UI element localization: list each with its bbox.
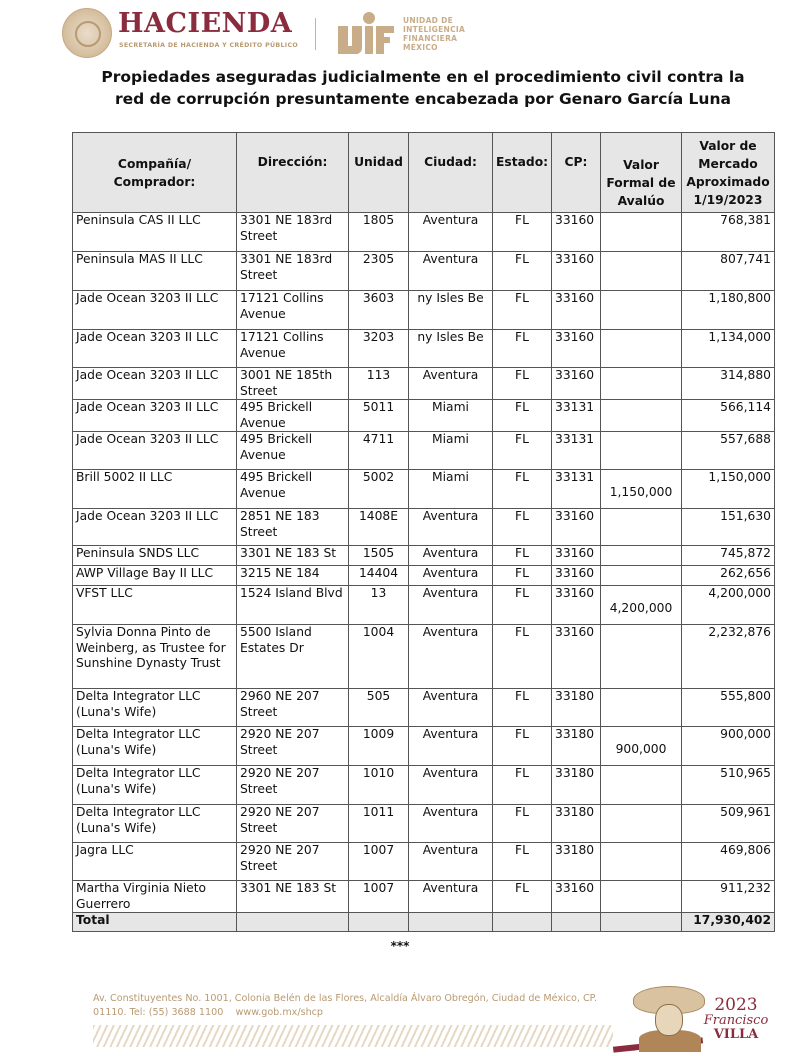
cell-formal-value	[601, 291, 682, 330]
table-row	[73, 213, 775, 252]
cell-state: FL	[493, 843, 552, 881]
properties-table	[72, 132, 775, 932]
total-empty-cell	[349, 913, 409, 932]
total-label: Total	[73, 913, 237, 932]
cell-state: FL	[493, 805, 552, 843]
cell-address: 3001 NE 185th Street	[237, 368, 349, 400]
cell-market-value: 1,150,000	[682, 470, 775, 509]
cell-unit: 505	[349, 689, 409, 727]
cell-address: 2920 NE 207 Street	[237, 805, 349, 843]
cell-formal-value	[601, 766, 682, 805]
cell-address: 3215 NE 184	[237, 566, 349, 586]
cell-company: Martha Virginia Nieto Guerrero	[73, 881, 237, 913]
cell-city: ny Isles Be	[409, 291, 493, 330]
org-subtitle: SECRETARÍA DE HACIENDA Y CRÉDITO PÚBLICO	[119, 42, 299, 49]
table-row	[73, 727, 775, 766]
total-empty-cell	[493, 913, 552, 932]
cell-cp: 33160	[552, 252, 601, 291]
cell-company: Peninsula CAS II LLC	[73, 213, 237, 252]
cell-address: 5500 Island Estates Dr	[237, 625, 349, 689]
cell-state: FL	[493, 368, 552, 400]
cell-address: 3301 NE 183 St	[237, 546, 349, 566]
cell-formal-value	[601, 509, 682, 546]
cell-unit: 13	[349, 586, 409, 625]
cell-cp: 33160	[552, 330, 601, 368]
cell-state: FL	[493, 586, 552, 625]
cell-address: 3301 NE 183 St	[237, 881, 349, 913]
table-row	[73, 586, 775, 625]
cell-formal-value	[601, 881, 682, 913]
cell-unit: 3203	[349, 330, 409, 368]
cell-market-value: 911,232	[682, 881, 775, 913]
cell-unit: 1011	[349, 805, 409, 843]
cell-unit: 5011	[349, 400, 409, 432]
cell-cp: 33180	[552, 689, 601, 727]
cell-formal-value	[601, 432, 682, 470]
cell-formal-value	[601, 400, 682, 432]
cell-address: 3301 NE 183rd Street	[237, 252, 349, 291]
cell-state: FL	[493, 689, 552, 727]
cell-company: AWP Village Bay II LLC	[73, 566, 237, 586]
total-empty-cell	[409, 913, 493, 932]
cell-market-value: 900,000	[682, 727, 775, 766]
cell-cp: 33160	[552, 213, 601, 252]
cell-address: 2960 NE 207 Street	[237, 689, 349, 727]
cell-unit: 1004	[349, 625, 409, 689]
cell-city: ny Isles Be	[409, 330, 493, 368]
cell-address: 2851 NE 183 Street	[237, 509, 349, 546]
cell-market-value: 314,880	[682, 368, 775, 400]
table-row	[73, 291, 775, 330]
cell-city: Aventura	[409, 689, 493, 727]
cell-market-value: 807,741	[682, 252, 775, 291]
table-row	[73, 843, 775, 881]
cell-market-value: 745,872	[682, 546, 775, 566]
table-row	[73, 766, 775, 805]
cell-state: FL	[493, 291, 552, 330]
cell-state: FL	[493, 252, 552, 291]
cell-company: Jade Ocean 3203 II LLC	[73, 330, 237, 368]
table-row	[73, 689, 775, 727]
cell-company: Peninsula SNDS LLC	[73, 546, 237, 566]
table-row	[73, 400, 775, 432]
cell-unit: 1007	[349, 843, 409, 881]
table-row	[73, 881, 775, 913]
cell-market-value: 1,134,000	[682, 330, 775, 368]
cell-address: 495 Brickell Avenue	[237, 432, 349, 470]
cell-company: Jade Ocean 3203 II LLC	[73, 400, 237, 432]
column-header-market-value: Valor de Mercado Aproximado 1/19/2023	[682, 133, 775, 213]
cell-formal-value: 4,200,000	[601, 586, 682, 625]
coat-of-arms-seal-icon	[62, 8, 112, 58]
cell-city: Aventura	[409, 727, 493, 766]
cell-unit: 113	[349, 368, 409, 400]
document-title: Propiedades aseguradas judicialmente en el procedimiento civil contra la red de corrupción presuntamente encabezada por Genaro García Luna	[101, 68, 745, 108]
cell-cp: 33160	[552, 566, 601, 586]
cell-market-value: 2,232,876	[682, 625, 775, 689]
cell-cp: 33160	[552, 509, 601, 546]
table-row	[73, 330, 775, 368]
cell-unit: 3603	[349, 291, 409, 330]
cell-unit: 5002	[349, 470, 409, 509]
cell-company: Brill 5002 II LLC	[73, 470, 237, 509]
cell-formal-value	[601, 330, 682, 368]
cell-company: Jagra LLC	[73, 843, 237, 881]
cell-company: Jade Ocean 3203 II LLC	[73, 368, 237, 400]
cell-formal-value	[601, 689, 682, 727]
cell-state: FL	[493, 546, 552, 566]
cell-cp: 33160	[552, 368, 601, 400]
cell-address: 2920 NE 207 Street	[237, 727, 349, 766]
cell-company: Jade Ocean 3203 II LLC	[73, 509, 237, 546]
cell-state: FL	[493, 625, 552, 689]
cell-formal-value	[601, 252, 682, 291]
cell-market-value: 151,630	[682, 509, 775, 546]
cell-city: Miami	[409, 470, 493, 509]
cell-address: 17121 Collins Avenue	[237, 291, 349, 330]
cell-company: Delta Integrator LLC (Luna's Wife)	[73, 766, 237, 805]
cell-formal-value	[601, 805, 682, 843]
cell-city: Aventura	[409, 252, 493, 291]
cell-formal-value: 1,150,000	[601, 470, 682, 509]
column-header-cp: CP:	[552, 133, 601, 213]
cell-formal-value	[601, 625, 682, 689]
cell-company: VFST LLC	[73, 586, 237, 625]
section-separator: ***	[390, 939, 410, 953]
cell-city: Aventura	[409, 368, 493, 400]
cell-state: FL	[493, 727, 552, 766]
cell-address: 1524 Island Blvd	[237, 586, 349, 625]
footer-address: Av. Constituyentes No. 1001, Colonia Belén de las Flores, Alcaldía Álvaro Obregón, Ciudad de México, CP. 01110. Tel: (55) 3688 1100 www.gob.mx/shcp	[93, 993, 598, 1018]
cell-address: 2920 NE 207 Street	[237, 843, 349, 881]
cell-city: Aventura	[409, 805, 493, 843]
cell-market-value: 768,381	[682, 213, 775, 252]
cell-cp: 33131	[552, 470, 601, 509]
total-empty-cell	[601, 913, 682, 932]
cell-city: Miami	[409, 400, 493, 432]
cell-unit: 14404	[349, 566, 409, 586]
footer-decorative-band	[93, 1025, 613, 1047]
column-header-company: Compañía/ Comprador:	[73, 133, 237, 213]
total-empty-cell	[237, 913, 349, 932]
table-row	[73, 566, 775, 586]
cell-unit: 1805	[349, 213, 409, 252]
cell-address: 495 Brickell Avenue	[237, 470, 349, 509]
table-row	[73, 625, 775, 689]
cell-company: Jade Ocean 3203 II LLC	[73, 291, 237, 330]
cell-formal-value	[601, 546, 682, 566]
cell-market-value: 509,961	[682, 805, 775, 843]
column-header-formal-value: Valor Formal de Avalúo	[601, 133, 682, 213]
cell-state: FL	[493, 566, 552, 586]
cell-company: Delta Integrator LLC (Luna's Wife)	[73, 727, 237, 766]
column-header-address: Dirección:	[237, 133, 349, 213]
cell-market-value: 555,800	[682, 689, 775, 727]
cell-company: Delta Integrator LLC (Luna's Wife)	[73, 689, 237, 727]
cell-cp: 33160	[552, 625, 601, 689]
year-badge: 2023 Francisco VILLA	[703, 995, 769, 1042]
cell-cp: 33180	[552, 805, 601, 843]
column-header-unit: Unidad	[349, 133, 409, 213]
cell-city: Aventura	[409, 546, 493, 566]
table-header-row	[73, 133, 775, 213]
cell-city: Aventura	[409, 625, 493, 689]
cell-cp: 33160	[552, 546, 601, 566]
cell-formal-value	[601, 368, 682, 400]
total-market-value: 17,930,402	[682, 913, 775, 932]
cell-unit: 1408E	[349, 509, 409, 546]
column-header-state: Estado:	[493, 133, 552, 213]
cell-cp: 33160	[552, 291, 601, 330]
cell-cp: 33160	[552, 586, 601, 625]
table-row	[73, 470, 775, 509]
table-row	[73, 368, 775, 400]
table-row	[73, 805, 775, 843]
cell-formal-value	[601, 843, 682, 881]
table-row	[73, 252, 775, 291]
francisco-villa-portrait-icon	[633, 986, 703, 1052]
table-total-row	[73, 913, 775, 932]
table-row	[73, 546, 775, 566]
cell-market-value: 262,656	[682, 566, 775, 586]
cell-cp: 33180	[552, 727, 601, 766]
cell-city: Aventura	[409, 213, 493, 252]
cell-unit: 1010	[349, 766, 409, 805]
cell-unit: 1009	[349, 727, 409, 766]
letterhead	[62, 6, 466, 56]
cell-unit: 4711	[349, 432, 409, 470]
uif-logo-icon	[338, 12, 394, 54]
cell-city: Miami	[409, 432, 493, 470]
cell-address: 17121 Collins Avenue	[237, 330, 349, 368]
cell-market-value: 566,114	[682, 400, 775, 432]
cell-state: FL	[493, 400, 552, 432]
cell-company: Peninsula MAS II LLC	[73, 252, 237, 291]
cell-state: FL	[493, 509, 552, 546]
uif-name: UNIDAD DE INTELIGENCIA FINANCIERA MÉXICO	[403, 16, 466, 52]
cell-state: FL	[493, 213, 552, 252]
cell-market-value: 469,806	[682, 843, 775, 881]
cell-unit: 1007	[349, 881, 409, 913]
cell-address: 3301 NE 183rd Street	[237, 213, 349, 252]
cell-city: Aventura	[409, 843, 493, 881]
table-row	[73, 509, 775, 546]
cell-formal-value	[601, 213, 682, 252]
cell-formal-value	[601, 566, 682, 586]
cell-state: FL	[493, 881, 552, 913]
cell-company: Jade Ocean 3203 II LLC	[73, 432, 237, 470]
cell-state: FL	[493, 470, 552, 509]
cell-company: Delta Integrator LLC (Luna's Wife)	[73, 805, 237, 843]
cell-cp: 33160	[552, 881, 601, 913]
cell-company: Sylvia Donna Pinto de Weinberg, as Trustee for Sunshine Dynasty Trust	[73, 625, 237, 689]
cell-cp: 33180	[552, 843, 601, 881]
cell-market-value: 510,965	[682, 766, 775, 805]
cell-state: FL	[493, 432, 552, 470]
cell-city: Aventura	[409, 509, 493, 546]
logo-divider	[315, 18, 316, 50]
cell-city: Aventura	[409, 586, 493, 625]
cell-unit: 1505	[349, 546, 409, 566]
cell-address: 2920 NE 207 Street	[237, 766, 349, 805]
cell-cp: 33180	[552, 766, 601, 805]
cell-city: Aventura	[409, 566, 493, 586]
cell-unit: 2305	[349, 252, 409, 291]
cell-market-value: 4,200,000	[682, 586, 775, 625]
cell-cp: 33131	[552, 400, 601, 432]
cell-market-value: 1,180,800	[682, 291, 775, 330]
cell-state: FL	[493, 330, 552, 368]
org-name: HACIENDA	[118, 8, 293, 39]
cell-market-value: 557,688	[682, 432, 775, 470]
cell-cp: 33131	[552, 432, 601, 470]
cell-city: Aventura	[409, 766, 493, 805]
cell-address: 495 Brickell Avenue	[237, 400, 349, 432]
cell-state: FL	[493, 766, 552, 805]
total-empty-cell	[552, 913, 601, 932]
cell-city: Aventura	[409, 881, 493, 913]
cell-formal-value: 900,000	[601, 727, 682, 766]
column-header-city: Ciudad:	[409, 133, 493, 213]
table-row	[73, 432, 775, 470]
